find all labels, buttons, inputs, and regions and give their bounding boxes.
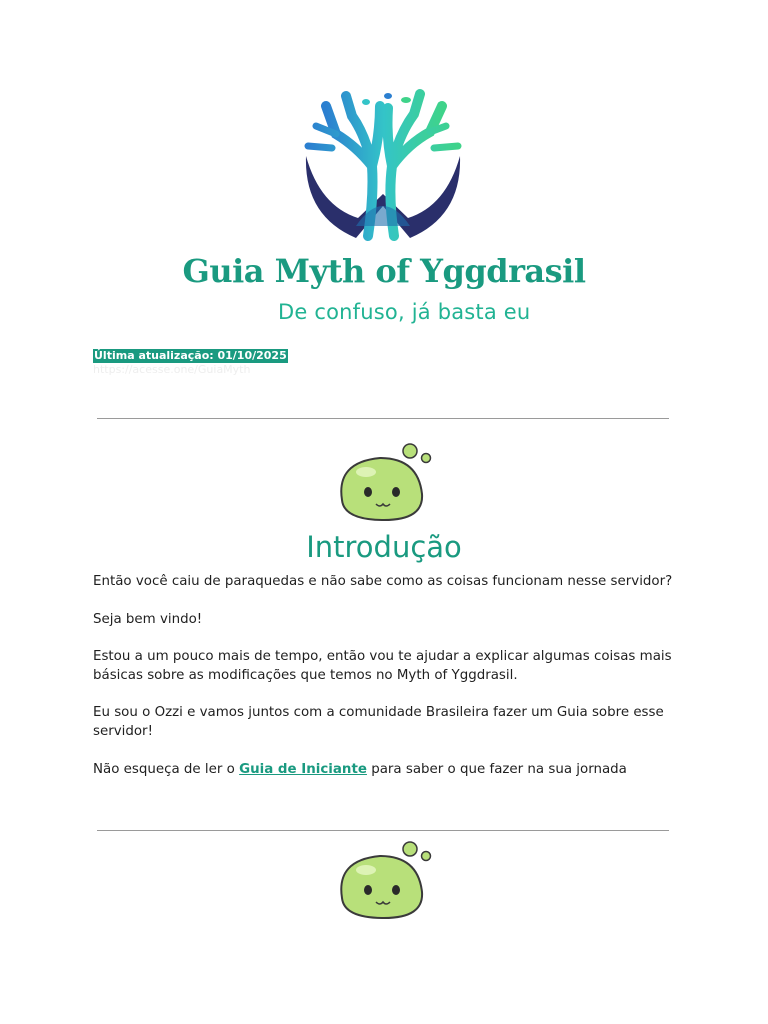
- paragraph: Seja bem vindo!: [93, 611, 203, 627]
- beginner-guide-link[interactable]: Guia de Iniciante: [239, 761, 367, 777]
- slime-icon: [334, 840, 434, 922]
- paragraph: Estou a um pouco mais de tempo, então vou te ajudar a explicar algumas coisas mais básicas sobre as modificações que temos no Myth of Yggdrasil.: [93, 649, 672, 683]
- tree-logo-icon: [296, 86, 470, 248]
- text: para saber o que fazer na sua jornada: [366, 761, 627, 777]
- intro-heading: Introdução: [306, 530, 462, 564]
- intro-body: [93, 573, 673, 798]
- text: Não esqueça de ler o: [93, 761, 240, 777]
- slime-icon: [334, 442, 434, 524]
- paragraph: [93, 761, 673, 780]
- page-title: Guia Myth of Yggdrasil: [182, 252, 586, 290]
- last-updated-badge: Última atualização: 01/10/2025: [94, 349, 287, 362]
- divider: [97, 418, 669, 419]
- paragraph: Eu sou o Ozzi e vamos juntos com a comunidade Brasileira fazer um Guia sobre esse servidor!: [93, 705, 664, 739]
- divider: [97, 830, 669, 831]
- guide-url[interactable]: https://acesse.one/GuiaMyth: [93, 363, 251, 376]
- page-subtitle: De confuso, já basta eu: [278, 300, 531, 324]
- paragraph: Então você caiu de paraquedas e não sabe como as coisas funcionam nesse servidor?: [93, 574, 673, 589]
